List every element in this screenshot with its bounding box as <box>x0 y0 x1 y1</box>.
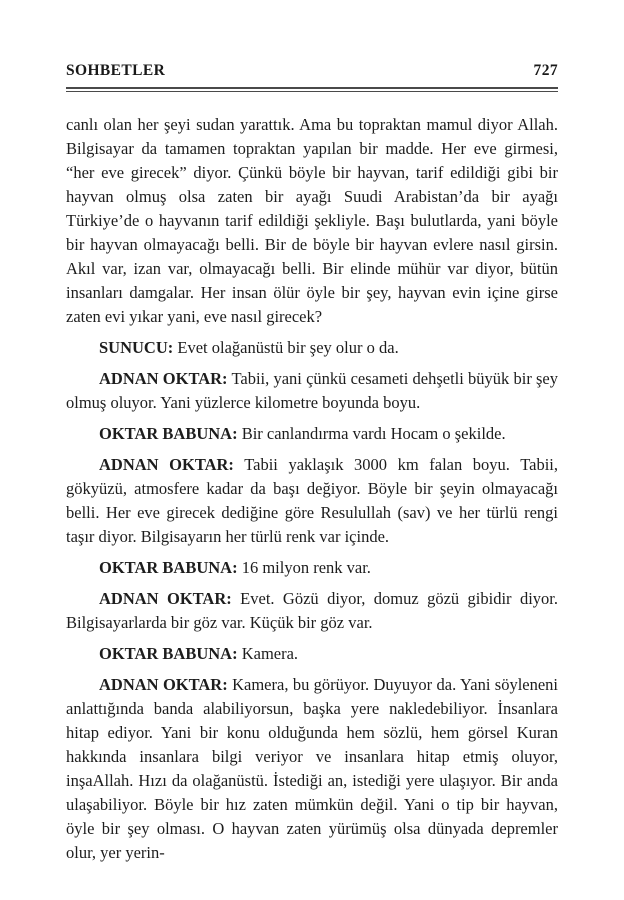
speaker-name: OKTAR BABUNA: <box>99 558 238 577</box>
speaker-name: OKTAR BABUNA: <box>99 424 238 443</box>
speaker-name: ADNAN OKTAR: <box>99 369 228 388</box>
dialogue-paragraph <box>66 556 558 580</box>
paragraph-text: Kamera. <box>241 644 299 663</box>
body-paragraph <box>66 113 558 329</box>
paragraph-text: Evet olağanüstü bir şey olur o da. <box>177 338 399 357</box>
header-divider <box>66 87 558 92</box>
speaker-name: ADNAN OKTAR: <box>99 589 232 608</box>
paragraph-text: 16 milyon renk var. <box>241 558 371 577</box>
dialogue-paragraph <box>66 642 558 666</box>
page-number: 727 <box>533 62 558 79</box>
paragraph-text: Bir canlandırma vardı Hocam o şekilde. <box>241 424 506 443</box>
paragraph-text: canlı olan her şeyi sudan yarattık. Ama bu topraktan mamul diyor Allah. Bilgisayar da tamamen topraktan yapılan bir madde. Her eve girmesi, “her eve girecek” diyor. Çünkü böyle bir hayvan, tarif edildiği gibi bir hayvan olmuş olsa zaten bir ayağı Suudi Arabistan’da bir ayağı Türkiye’de o hayvanın tarif edildiği şekliyle. Başı bulutlarda, yani böyle bir hayvan olmayacağı belli. Bir de böyle bir hayvan evlere nasıl girsin. Akıl var, izan var, olmayacağı belli. Bir elinde mühür var diyor, bütün insanları damgalar. Her insan ölür öyle bir şey, hayvan evin içine girse zaten evi yıkar yani, eve nasıl girecek? <box>66 115 558 326</box>
speaker-name: OKTAR BABUNA: <box>99 644 238 663</box>
speaker-name: ADNAN OKTAR: <box>99 455 234 474</box>
page-content <box>66 62 558 872</box>
dialogue-paragraph <box>66 336 558 360</box>
paragraph-text: Kamera, bu görüyor. Duyuyor da. Yani söyleneni anlattığında banda alabiliyorsun, başka yere nakledebiliyor. İnsanlara hitap ediyor. Yani bir konu olduğunda hem sözlü, hem görsel Kuran hakkında insanlara bilgi veriyor ve insanlara hitap etmiş oluyor, inşaAllah. Hızı da olağanüstü. İstediği an, istediği yere ulaşıyor. Bir anda ulaşabiliyor. Böyle bir hız zaten mümkün değil. Yani o tip bir hayvan, öyle bir şey olması. O hayvan zaten yürümüş olsa dünyada depremler olur, yer yerin- <box>66 675 559 862</box>
dialogue-paragraph <box>66 422 558 446</box>
dialogue-paragraph <box>66 673 558 865</box>
paragraph-text: Tabii yaklaşık 3000 km falan boyu. Tabii, gökyüzü, atmosfere kadar da başı değiyor. Böyle bir şeyin olmayacağı belli. Her eve girecek dediğine göre Resulullah (sav) ve her türlü rengi taşır diyor. Bilgisayarın her türlü renk var içinde. <box>66 455 558 546</box>
speaker-name: SUNUCU: <box>99 338 174 357</box>
running-header <box>66 62 558 80</box>
header-title: SOHBETLER <box>66 62 166 79</box>
dialogue-paragraph <box>66 587 558 635</box>
paragraph-text: Evet. Gözü diyor, domuz gözü gibidir diyor. Bilgisayarlarda bir göz var. Küçük bir göz var. <box>66 589 559 632</box>
dialogue-paragraph <box>66 453 558 549</box>
dialogue-paragraph <box>66 367 558 415</box>
speaker-name: ADNAN OKTAR: <box>99 675 228 694</box>
paragraph-text: Tabii, yani çünkü cesameti dehşetli büyük bir şey olmuş oluyor. Yani yüzlerce kilometre boyunda boyu. <box>66 369 559 412</box>
body-text <box>66 113 558 865</box>
